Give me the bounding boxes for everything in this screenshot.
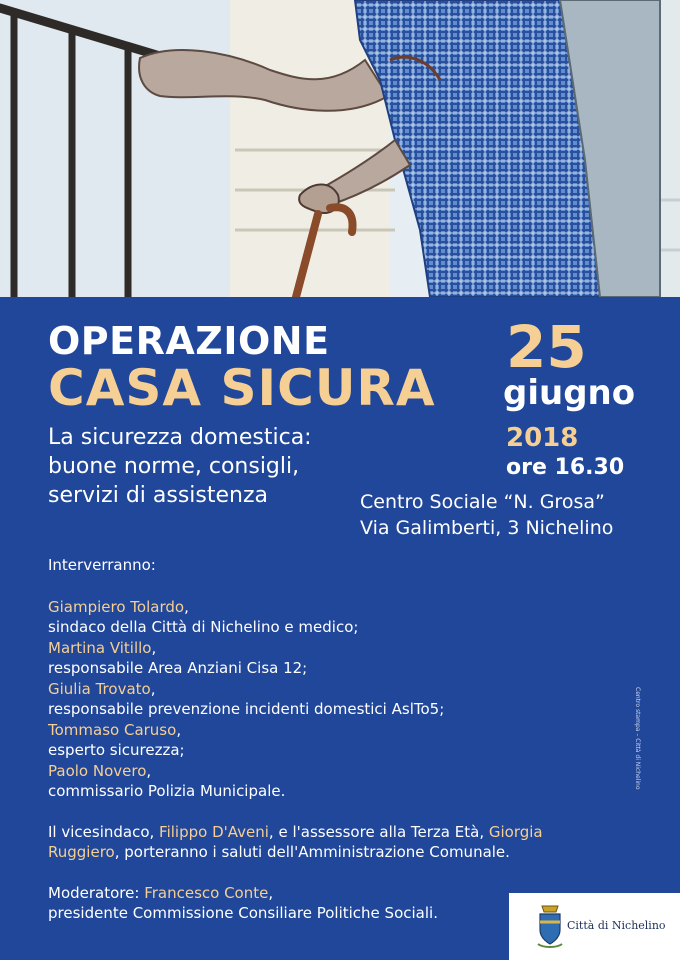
title-line-1: OPERAZIONE xyxy=(48,319,330,363)
moderator-line xyxy=(48,883,543,904)
greetings-name: Filippo D'Aveni xyxy=(159,822,269,841)
speaker-separator: , xyxy=(146,761,152,780)
speaker-name: Paolo Novero xyxy=(48,761,147,780)
speaker-entry xyxy=(48,720,543,741)
event-time: ore 16.30 xyxy=(506,455,625,480)
subtitle-line: La sicurezza domestica: xyxy=(48,425,312,450)
subtitle-line: servizi di assistenza xyxy=(48,483,269,508)
venue-name: Centro Sociale “N. Grosa” xyxy=(360,491,605,513)
moderator-name: Francesco Conte xyxy=(144,883,269,902)
speaker-separator: , xyxy=(184,597,189,616)
speakers-intro: Interverranno: xyxy=(48,556,156,574)
speaker-name: Martina Vitillo xyxy=(48,638,152,657)
print-credit: Centro stampa – Città di Nichelino xyxy=(634,687,641,790)
speaker-separator: , xyxy=(150,679,156,698)
speaker-role: sindaco della Città di Nichelino e medico; xyxy=(48,618,359,636)
moderator-separator: , xyxy=(268,883,274,902)
coat-of-arms-icon xyxy=(537,904,563,950)
moderator-role: presidente Commissione Consiliare Politiche Sociali. xyxy=(48,904,438,922)
event-year: 2018 xyxy=(506,423,579,453)
greetings-text: , e l'assessore alla Terza Età, xyxy=(268,822,489,841)
speaker-separator: , xyxy=(151,638,157,657)
city-logo xyxy=(509,893,680,960)
subtitle-line: buone norme, consigli, xyxy=(48,454,300,479)
city-name: Città di Nichelino xyxy=(567,919,666,932)
speaker-entry xyxy=(48,638,543,659)
subtitle xyxy=(48,423,312,510)
speaker-name: Giampiero Tolardo xyxy=(48,597,185,616)
speaker-entry xyxy=(48,761,543,782)
speaker-name: Tommaso Caruso xyxy=(48,720,177,739)
program-text xyxy=(48,555,543,924)
speaker-entry xyxy=(48,679,543,700)
event-day: 25 xyxy=(506,313,587,381)
venue xyxy=(360,489,613,541)
speaker-name: Giulia Trovato xyxy=(48,679,151,698)
event-month: giugno xyxy=(503,373,636,413)
greetings-text: , porteranno i saluti dell'Amministrazione Comunale. xyxy=(114,843,510,861)
speaker-role: responsabile prevenzione incidenti domestici AslTo5; xyxy=(48,700,445,718)
greetings-name: Giorgia xyxy=(488,822,543,841)
elderly-man-illustration xyxy=(0,0,680,297)
speaker-role: esperto sicurezza; xyxy=(48,741,185,759)
speaker-separator: , xyxy=(176,720,182,739)
greetings-line xyxy=(48,822,543,843)
greetings-text: Il vicesindaco, xyxy=(48,822,160,841)
title-line-2: CASA SICURA xyxy=(48,359,436,417)
speaker-entry xyxy=(48,597,543,618)
speaker-role: responsabile Area Anziani Cisa 12; xyxy=(48,659,308,677)
info-panel xyxy=(0,297,680,960)
speaker-role: commissario Polizia Municipale. xyxy=(48,782,286,800)
greetings-name: Ruggiero xyxy=(48,843,115,861)
venue-address: Via Galimberti, 3 Nichelino xyxy=(360,517,614,539)
greetings-line xyxy=(48,842,543,863)
header-illustration xyxy=(0,0,680,297)
moderator-label: Moderatore: xyxy=(48,883,145,902)
